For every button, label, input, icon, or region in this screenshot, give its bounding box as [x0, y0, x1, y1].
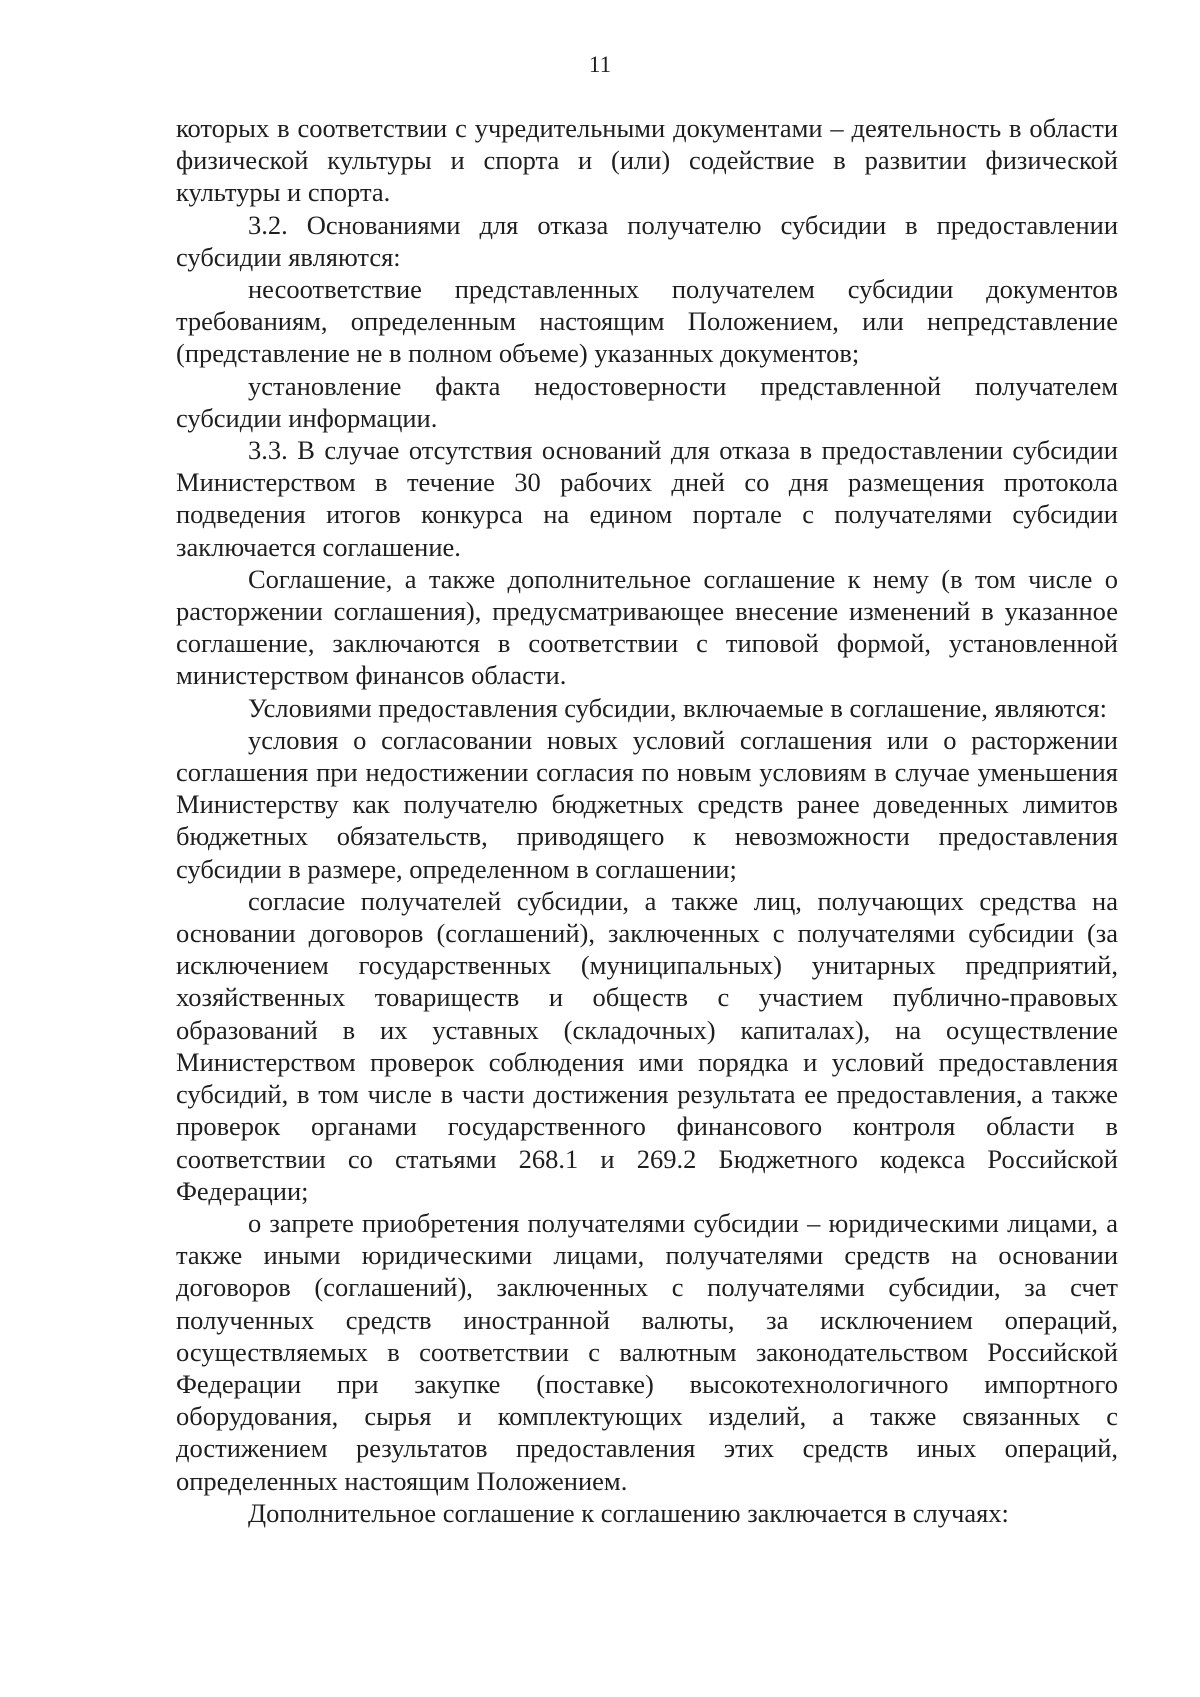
paragraph-continuation: которых в соответствии с учредительными документами – деятельность в области физической культуры и спорта и (или) содействие в развитии физической культуры и спорта.	[176, 113, 1118, 208]
paragraph-3-2: 3.2. Основаниями для отказа получателю субсидии в предоставлении субсидии являются:	[176, 209, 1118, 272]
paragraph-conditions-intro: Условиями предоставления субсидии, включаемые в соглашение, являются:	[248, 692, 1107, 723]
paragraph-noncompliance: несоответствие представленных получателем субсидии документов требованиям, определенным настоящим Положением, или непредставление (представление не в полном объеме) указанных документов;	[176, 274, 1118, 369]
document-body	[176, 112, 1118, 1529]
paragraph-3-3: 3.3. В случае отсутствия оснований для отказа в предоставлении субсидии Министерством в течение 30 рабочих дней со дня размещения протокола подведения итогов конкурса на едином портале с получателями субсидии заключается соглашение.	[176, 435, 1118, 562]
paragraph-additional-agreement: Дополнительное соглашение к соглашению заключается в случаях:	[248, 1497, 1009, 1528]
page-number: 11	[588, 52, 612, 77]
paragraph-condition-currency-ban: о запрете приобретения получателями субсидии – юридическими лицами, а также иными юридическими лицами, получателями средств на основании договоров (соглашений), заключенных с получателями субсидии, за счет полученных средств иностранной валюты, за исключением операций, осуществляемых в соответствии с валютным законодательством Российской Федерации при закупке (поставке) высокотехнологичного импортного оборудования, сырья и комплектующих изделий, а также связанных с достижением результатов предоставления этих средств иных операций, определенных настоящим Положением.	[176, 1207, 1118, 1496]
paragraph-false-information: установление факта недостоверности представленной получателем субсидии информации.	[176, 370, 1118, 433]
paragraph-agreement-form: Соглашение, а также дополнительное соглашение к нему (в том числе о расторжении соглашения), предусматривающее внесение изменений в указанное соглашение, заключаются в соответствии с типовой формой, установленной министерством финансов области.	[176, 563, 1118, 691]
paragraph-condition-limits: условия о согласовании новых условий соглашения или о расторжении соглашения при недостижении согласия по новым условиям в случае уменьшения Министерству как получателю бюджетных средств ранее доведенных лимитов бюджетных обязательств, приводящего к невозможности предоставления субсидии в размере, определенном в соглашении;	[176, 724, 1118, 884]
paragraph-condition-consent: согласие получателей субсидии, а также лиц, получающих средства на основании договоров (соглашений), заключенных с получателями субсидии (за исключением государственных (муниципальных) унитарных предприятий, хозяйственных товариществ и обществ с участием публично-правовых образований в их уставных (складочных) капиталах), на осуществление Министерством проверок соблюдения ими порядка и условий предоставления субсидий, в том числе в части достижения результата ее предоставления, а также проверок органами государственного финансового контроля области в соответствии со статьями 268.1 и 269.2 Бюджетного кодекса Российской Федерации;	[176, 885, 1118, 1206]
